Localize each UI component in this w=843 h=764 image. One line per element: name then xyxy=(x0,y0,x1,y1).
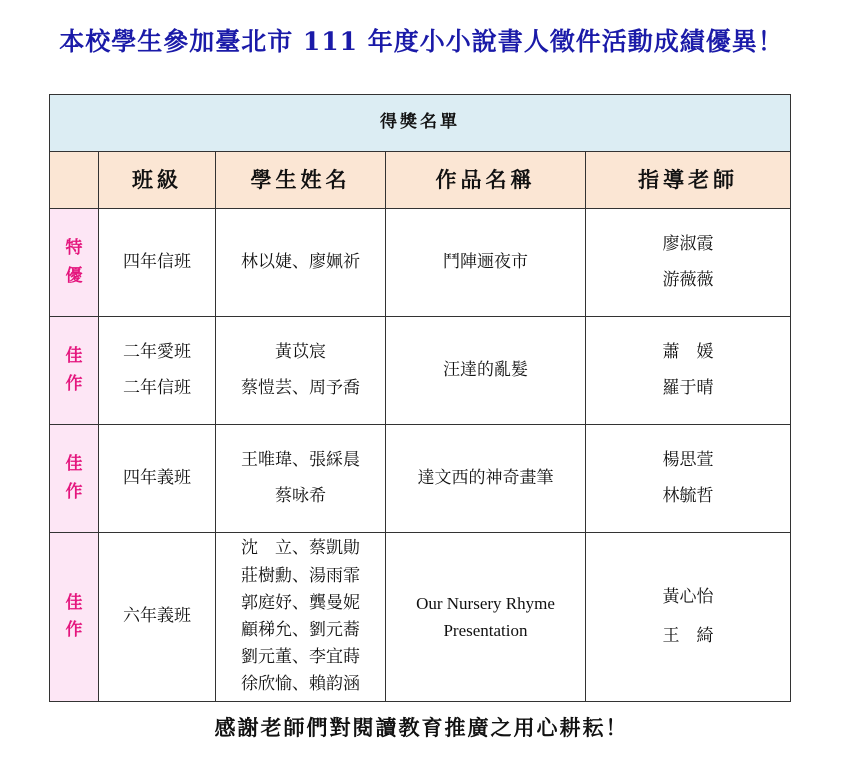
award-cell xyxy=(50,425,99,533)
work-cell xyxy=(386,425,586,533)
list-title-row xyxy=(50,95,791,152)
student-line: 王唯瑋、張綵晨 xyxy=(241,449,360,470)
table-row xyxy=(50,209,791,317)
work-title: Our Nursery Rhyme xyxy=(416,593,555,613)
class-cell xyxy=(99,533,216,702)
header-award-cell xyxy=(50,152,99,209)
teachers-cell xyxy=(586,317,791,425)
teachers-cell xyxy=(586,425,791,533)
header-teachers: 指導老師 xyxy=(586,152,791,209)
students-cell xyxy=(216,425,386,533)
work-title: 達文西的神奇畫筆 xyxy=(417,467,554,488)
teacher-name: 王 綺 xyxy=(662,626,714,646)
award-char: 佳 xyxy=(65,454,83,475)
student-line: 黃苡宸 xyxy=(275,341,326,362)
student-line: 蔡咏希 xyxy=(275,485,326,506)
student-line: 蔡愷芸、周予喬 xyxy=(241,377,360,398)
student-line: 林以婕、廖姵祈 xyxy=(241,251,360,272)
award-char: 佳 xyxy=(65,346,83,367)
student-line: 莊樹勳、湯雨霏 xyxy=(241,565,360,586)
award-char: 特 xyxy=(65,238,83,259)
header-work-title: 作品名稱 xyxy=(386,152,586,209)
page-headline: 本校學生參加臺北市 111 年度小小說書人徵件活動成績優異！ xyxy=(59,27,784,56)
header-row xyxy=(50,152,791,209)
table-row xyxy=(50,425,791,533)
teacher-name: 羅于晴 xyxy=(662,377,714,398)
thanks-footer: 感謝老師們對閱讀教育推廣之用心耕耘！ xyxy=(214,715,629,740)
class-cell xyxy=(99,209,216,317)
students-cell xyxy=(216,209,386,317)
award-char: 作 xyxy=(65,373,83,394)
class-name: 六年義班 xyxy=(123,606,191,627)
students-cell xyxy=(216,317,386,425)
work-title: 汪達的亂髮 xyxy=(443,359,528,380)
table-row xyxy=(50,317,791,425)
work-cell xyxy=(386,209,586,317)
teacher-name: 黃心怡 xyxy=(662,586,714,607)
class-name: 二年愛班 xyxy=(123,341,191,362)
award-cell xyxy=(50,317,99,425)
header-student-names: 學生姓名 xyxy=(216,152,386,209)
work-cell xyxy=(386,317,586,425)
teachers-cell xyxy=(586,209,791,317)
work-title: 鬥陣逦夜市 xyxy=(443,251,528,272)
award-char: 優 xyxy=(65,265,83,286)
class-cell xyxy=(99,317,216,425)
teacher-name: 楊思萱 xyxy=(662,449,714,470)
class-cell xyxy=(99,425,216,533)
work-cell xyxy=(386,533,586,702)
student-line: 沈 立、蔡凱勛 xyxy=(241,538,360,559)
work-title: Presentation xyxy=(443,621,528,640)
award-char: 作 xyxy=(65,481,83,502)
award-cell xyxy=(50,209,99,317)
teacher-name: 廖淑霞 xyxy=(662,233,714,254)
award-cell xyxy=(50,533,99,702)
class-name: 二年信班 xyxy=(123,377,191,398)
student-line: 郭庭妤、龔曼妮 xyxy=(241,592,360,613)
students-cell xyxy=(216,533,386,702)
student-line: 顧稊允、劉元蕎 xyxy=(241,620,360,640)
class-name: 四年義班 xyxy=(123,467,191,488)
teacher-name: 林毓哲 xyxy=(662,485,714,506)
header-class: 班級 xyxy=(99,152,216,209)
table-row xyxy=(50,533,791,702)
award-char: 佳 xyxy=(65,592,83,613)
teacher-name: 蕭 媛 xyxy=(662,341,714,362)
student-line: 劉元董、李宜蒔 xyxy=(241,647,360,668)
student-line: 徐欣愉、賴韵涵 xyxy=(241,674,360,695)
award-char: 作 xyxy=(65,620,83,640)
teachers-cell xyxy=(586,533,791,702)
class-name: 四年信班 xyxy=(123,251,191,272)
teacher-name: 游薇薇 xyxy=(662,269,714,290)
award-list-table xyxy=(49,94,791,702)
list-title: 得獎名單 xyxy=(50,95,791,152)
